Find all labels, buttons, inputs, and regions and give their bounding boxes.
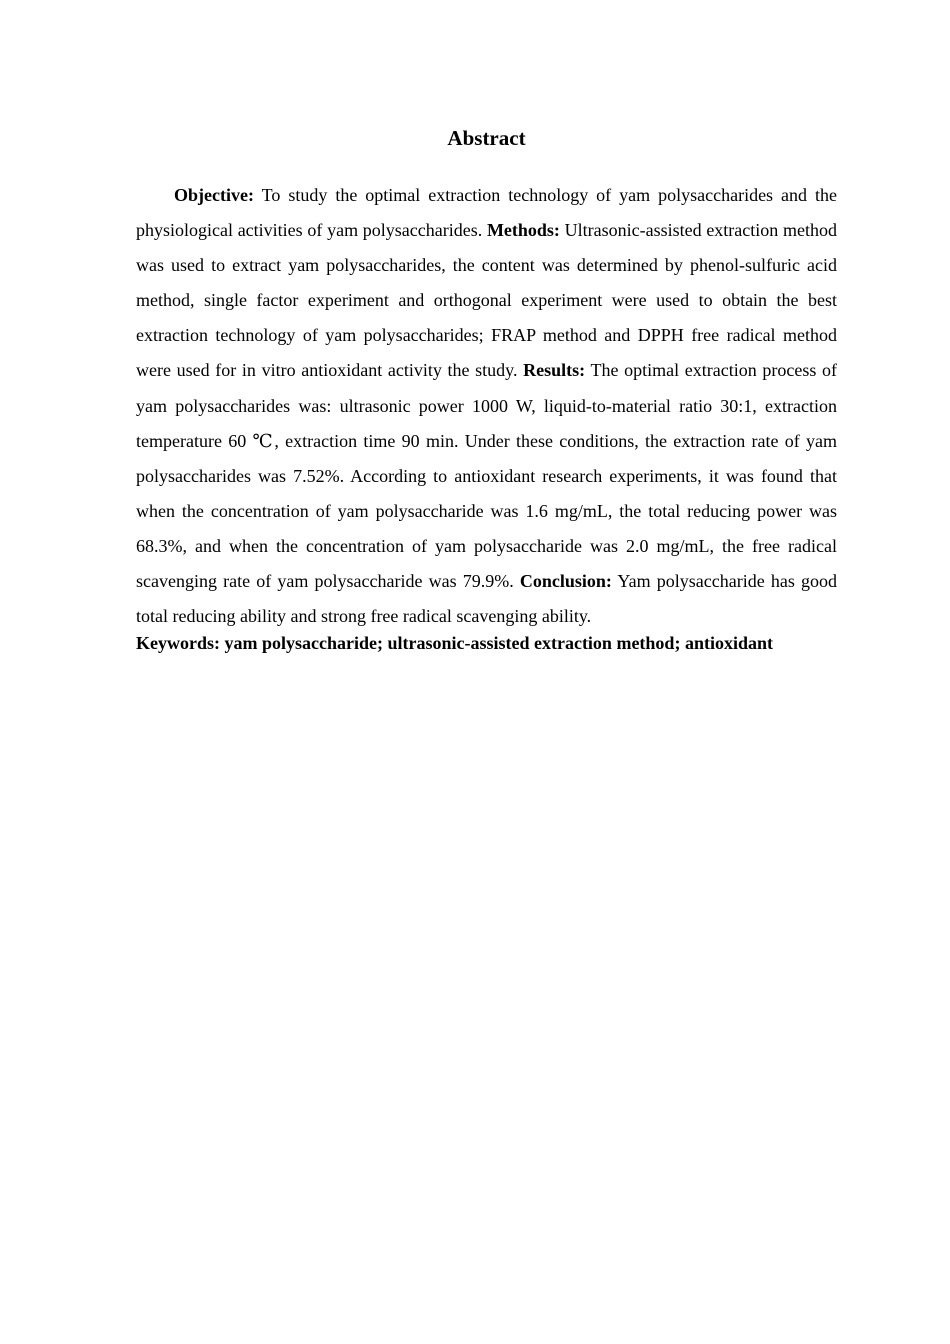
conclusion-label: Conclusion: (519, 571, 612, 592)
methods-text: Ultrasonic-assisted extraction method was used to extract yam polysaccharides, the content was determined by phenol-sulfuric acid method, single factor experiment and orthogonal experiment were used to obtain the best extraction technology of yam polysaccharides; FRAP method and DPPH free radical method were used for in vitro antioxidant activity the study. (136, 220, 837, 381)
conclusion-text: Yam polysaccharide has good total reducing ability and strong free radical scavenging ability. (136, 571, 837, 627)
methods-label: Methods: (486, 220, 560, 241)
objective-label: Objective: (174, 185, 254, 205)
results-label: Results: (523, 360, 586, 381)
objective-text: To study the optimal extraction technology of yam polysaccharides and the physiological activities of yam polysaccharides. (136, 185, 837, 241)
abstract-body (136, 178, 837, 634)
abstract-title: Abstract (447, 126, 526, 150)
abstract-page (136, 122, 837, 658)
results-text: The optimal extraction process of yam polysaccharides was: ultrasonic power 1000 W, liquid-to-material ratio 30:1, extraction temperature 60 ℃, extraction time 90 min. Under these conditions, the extraction rate of yam polysaccharides was 7.52%. According to antioxidant research experiments, it was found that when the concentration of yam polysaccharide was 1.6 mg/mL, the total reducing power was 68.3%, and when the concentration of yam polysaccharide was 2.0 mg/mL, the free radical scavenging rate of yam polysaccharide was 79.9%. (136, 360, 838, 592)
keywords-line: Keywords: yam polysaccharide; ultrasonic-assisted extraction method; antioxidant (136, 633, 773, 654)
